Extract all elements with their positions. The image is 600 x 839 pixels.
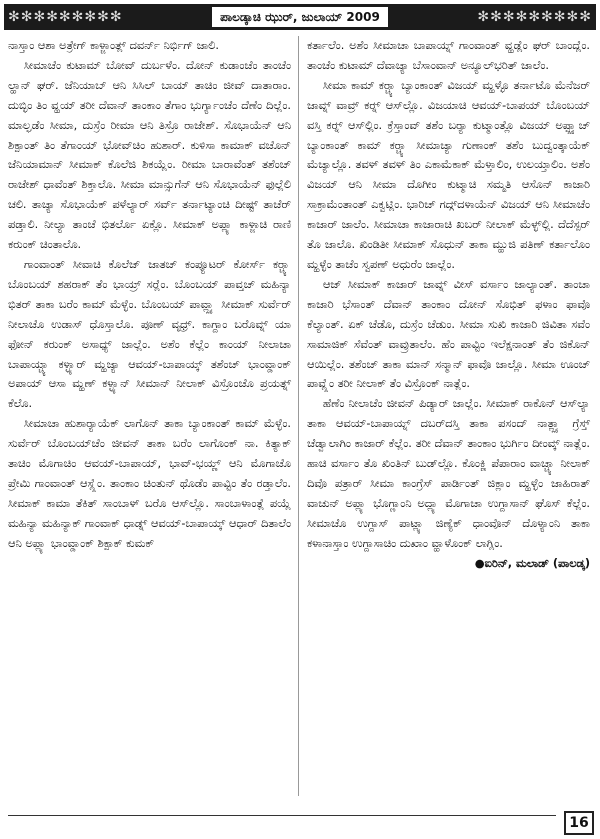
author-signature: ●ಐರಿನ್, ಮಲಾಡ್ (ಪಾಲಡ್ಕ) bbox=[474, 556, 590, 570]
star-decoration-right: ✻✻✻✻✻✻✻✻✻ bbox=[477, 9, 592, 25]
paragraph: ಸೀಮಾಚಾ ಹುಶಾರ್‍ಯಾಯೆಕ್ ಲಾಗೊನ್ ತಾಕಾ ಬ್ಯಾಂಕಾಂತ್ ಕಾಮ್ ಮೆಳ್ಳೆಂ. ಸುರ್ವೆರ್ ಬೊಂಬಯ್‌ಚೆಂ ಜೀವನ್ ತಾಕಾ ಬರೆಂ ಲಾಗೊಂಕ್ ನಾ. ಕಿತ್ಯಾಕ್ ತಾಚಿಂ ಮೊಗಾಚಿಂ ಆವಯ್-ಬಾಪಾಯ್, ಭಾವ್-ಭಯ್ಣ್ ಆನಿ ಮೊಗಾಚೊ ಪ್ರೇಮಿ ಗಾಂವಾಂತ್ ಆಸ್ಲ್ಲೆಂ. ತಾಂಕಾಂ ಚಿಂತುನ್ ಥೊಡೆಂ ಪಾವ್ಟಿಂ ತೆಂ ರಡ್ತಾಲೆಂ. ಸೀಮಾಕ್ ಕಾಮಾ ತೆಕಿತ್ ಸಾಂಬಾಳ್ ಬರೊ ಆಸ್‌ಲ್ಲೊ. ಸಾಂಬಾಳಾಂತ್ಲೆ ಪಯ್ಲೆ ಮಹಿನ್ಯಾ ಮಹಿನ್ಯಾಕ್ ಗಾಂವಾಕ್ ಧಾಡ್ನ್ ಆವಯ್-ಬಾಪಾಯ್ಕ್ ಆಧಾರ್ ದಿತಾಲೆಂ ಆನಿ ಅಪ್ಲ್ಯಾ ಭಾಂವ್ಡಾಂಕ್ ಶಿಕ್ಪಾಕ್ ಕುಮಕ್ bbox=[8, 417, 291, 550]
right-column bbox=[307, 36, 590, 573]
paragraph: ನಾಸ್ತಾಂ ಆಶಾ ಅತ್ರೇಗ್ ಕಾಳ್ಜಾಂತ್ಲ್ ದವರ್ನ್ ನಿರ್ಭಿಗ್ ಜಾಲಿ. bbox=[8, 39, 219, 52]
paragraph: ಸೀಮಾ ಕಾಮ್ ಕರ್‍ಚ್ಯಾ ಬ್ಯಾಂಕಾಂತ್ ವಿಜಯ್ ಮ್ಹಳ್ಳೊ ತರ್ನಾಟೊ ಮೆನೆಜರ್ ಜಾವ್ನ್ ವಾವ್ರ್ ಕರ್‍ನ್ ಆಸ್‌ಲ್ಲೊ. ವಿಜಯಾಚಿ ಆವಯ್-ಬಾಪಯ್ ಬೊಂಬಯ್ ವಸ್ತಿ ಕರ್‍ನ್ ಆಸ್‌ಲ್ಲಿಂ. ಕ್ರೆಸ್ತಾಂವ್ ತಶೆಂ ಬರ್‍ಯಾ ಕುಟ್ಮಾಂತ್ಲೊ ವಿಜಯ್ ಅಪ್ಪ್ಲ್ಯಾಚ್ ಬ್ಯಾಂಕಾಂತ್ ಕಾಮ್ ಕರ್‍ಚ್ಯಾ ಸೀಮಾಚ್ಯಾ ಗುಣಾಂಕ್ ತಶೆಂ ಬುದ್ವಂತ್ಕಾಯೆಕ್ ಮೆಚ್ಯಾಲ್ಲೊ. ತವಳ್ ತವಳ್ ತಿಂ ಎಕಾಮೆಕಾಕ್ ಮೆಳ್ತಾಲಿಂ, ಉಲಯ್ತಾಲಿಂ. ಅಶೆಂ ವಿಜಯ್ ಆನಿ ಸೀಮಾ ದೊಗೀಂ ಕುಟ್ಮಾಚಿ ಸಮ್ಮತಿ ಆಸೊನ್ ಕಾಜಾರಿ ಸಾಕ್ರಾಮೆಂತಾಂತ್ ಎಕ್ವಟ್ಲಿಂ. ಭಾರಿಚ್ ಗದ್ಗ್‌ದಳಾಯೆನ್ ವಿಜಯ್ ಆನಿ ಸೀಮಾಚೆಂ ಕಾಜಾರ್ ಜಾಲೆಂ. ಸೀಮಾಚಾ ಕಾಜಾರಾಚಿ ಖಬರ್ ನೀಲಾಕ್ ಮೆಳ್ಳ್‌ಲ್ಲಿ. ದೆದೆಸ್ಪರ್ ತೊ ಜಾಲೊ. ಖಿಂಡಿತೀ ಸೀಮಾಕ್ ಸೊಧುನ್ ತಾಕಾ ಮ್ಹುಜಿ ಪತಿಣ್ ಕರ್ತಾಲೊಂ ಮ್ಹಳ್ಳೆಂ ತಾಚೆಂ ಸ್ವಪಣ್ ಅಧುರೆಂ ಜಾಲ್ಲೆಂ. bbox=[307, 78, 590, 271]
paragraph: ಹೆಣೆಂ ನೀಲಾಚೆಂ ಜೀವನ್ ಪಿಡ್ಯಾರ್ ಜಾಲ್ಲೆಂ. ಸೀಮಾಕ್ ರಾಕೊನ್ ಆಸ್‌ಲ್ಯಾ ತಾಕಾ ಆವಯ್-ಬಾಪಾಯ್ನ್ ದಬರ್‌ದಸ್ತಿ ತಾಕಾ ಪಸಂದ್ ನಾತ್ಲ್ಲ್ಯಾ ಗ್ರೆಸ್ತ್ ಚೆಡ್ವಾಲಾಗಿಂ ಕಾಜಾರ್ ಕೆಲ್ಲೆಂ. ತರೀ ದೆವಾನ್ ತಾಂಕಾಂ ಭುರ್ಗಿಂ ದೀಂವ್ಕ್ ನಾತ್ಲೆಂ. ಹಾಚಿ ವರ್ಸಾಂ ತೊ ಖಿಂತಿನ್ ಬುಡ್‌ಲ್ಲೊ. ಕೊಂಕ್ಣಿ ಪೆಪಾರಾಂ ವಾಚ್ಚ್ಯಾ ನೀಲಾಕ್ ದಿವೊ ಪತ್ರಾರ್ ಸೀಮಾ ಕಾಂಗ್ರೆಸ್ ಪಾರ್ಡಿಂತ್ ಜಿಕ್ಲಾಂ ಮ್ಹಳ್ಳೆಂ ಜಾಹಿರಾತ್ ವಾಚುನ್ ಅಪ್ಲ್ಯಾ ಭೊಗ್ಣಾಂನಿ ಅದ್ಲ್ಯಾ ಮೊಗಾಚಾ ಉಗ್ದಾಸಾನ್ ಘೊಸ್ ಕೆಲ್ಲೆಂ. ಸೀಮಾಚೊ ಉಗ್ದಾಸ್ ಪಾಟ್ಲ್ಯಾ ಜಿಣ್ಯೆಕ್ ಧಾಂವೊನ್ ದೊಳ್ಯಾಂನಿ ತಾಕಾ ಕಳಾನಾಸ್ತಾಂ ಉಗ್ದಾಸಾಚಿಂ ದುಖಾಂ ವ್ಹಾಳೊಂಕ್ ಲಾಗ್ಲಿಂ. bbox=[307, 397, 590, 550]
paragraph: ಆಜ್ ಸೀಮಾಕ್ ಕಾಜಾರ್ ಜಾವ್ನ್ ವೀಸ್ ವರ್ಸಾಂ ಜಾಲ್ಯಾಂತ್. ತಾಂಚಾ ಕಾಜಾರಿ ಭೆಸಾಂತ್ ದೆವಾನ್ ತಾಂಕಾಂ ದೋನ್ ಸೊಭಿತ್ ಫಳಾಂ ಫಾವೊ ಕೆಲ್ಯಾಂತ್. ಏಕ್ ಚೆಡೊ, ದುಸ್ರೆಂ ಚೆಡುಂ. ಸೀಮಾ ಸುಖಿ ಕಾಜಾರಿ ಜಿವಿತಾ ಸವೆಂ ಸಾಮಾಜಿಕ್ ಸೆವೆಂತ್ ವಾವ್ರುತಾಲೆಂ. ಹೆಂ ಪಾವ್ಟಿಂ ಇಲೆಕ್ಷನಾಂತ್ ತೆಂ ಜಿಕೊನ್ ಆಯಿಲ್ಲೆಂ. ತಶೆಂಚ್ ತಾಕಾ ಮಾನ್ ಸನ್ಮಾನ್ ಫಾವೊ ಜಾಲ್ಲೊ. ಸೀಮಾ ಊಂಚ್ ಪಾವ್ಲ್ಲೆಂ ತರೀ ನೀಲಾಕ್ ತೆಂ ವಿಸ್ರೊಂಕ್ ನಾತ್ಲೆಂ. bbox=[307, 277, 590, 391]
paragraph: ಸೀಮಾಚೆಂ ಕುಟಾಮ್ ಬೋವ್ ದುರ್ಬಳೆಂ. ದೋನ್ ಕುಡಾಂಚೆಂ ತಾಂಚೆಂ ಲ್ಹಾನ್ ಘರ್. ಜೆನಿಯಾಬ್ ಆನಿ ಸಿಸಿಲ್ ಬಾಯ್ ತಾಚಿಂ ಜೀವ್ ದಾತಾರಾಂ. ದುಬ್ಳಿಂ ತಿಂ ವ್ಹಯ್ ತರೀ ದೆವಾನ್ ತಾಂಕಾಂ ತೆಗಾಂ ಭುರ್ಗ್ಯಾಂಚೆಂ ದೆಣೆಂ ದಿಲ್ಲೆಂ. ಮಾಲ್ಘಡೆಂ ಸೀಮಾ, ದುಸ್ರೆಂ ರೀಮಾ ಆನಿ ತಿಸ್ರೊ ರಾಜೇಶ್. ಸೊಭಾಯೆನ್ ಆನಿ ಶಿಕ್ಪಾಂತ್ ತಿಂ ತೆಗಾಂಯ್ ಭೋವ್‌ಚಿಂ ಹುಶಾರ್. ಕುಳಿಸಾ ಕಾಮಾಕ್ ವಚೊನ್ ಜೆನಿಯಾಮಾನ್ ಸೀಮಾಕ್ ಕೊಲೆಜಿ ಶಿಕಯ್ಲೆಂ. ರೀಮಾ ಬಾರಾವೆಂತ್ ತಶೆಂಚ್ ರಾಜೇಶ್ ಧಾವೆಂತ್ ಶಿಕ್ತಾಲೊ. ಸೀಮಾ ಮಾನ್ಸುಗೆನ್ ಆನಿ ಸೊಭಾಯೆನ್ ಫುಲ್ಲೆಲಿ ಚಲಿ. ತಾಚ್ಯಾ ಸೊಭಾಯೆಕ್ ಪಳೆಲ್ಯಾರ್ ಸರ್ವ್ ತರ್ನಾಟ್ಯಾಂಚಿ ದೀಷ್ಟ್ ತಾಚೆರ್ ಪಡ್ತಾಲಿ. ನೀಲ್ಯಾ ತಾಂಚೆ ಭಿತರ್ಲೊ ಏಕ್ಲೊ. ಸೀಮಾಕ್ ಅಪ್ಲ್ಯಾ ಕಾಳ್ಜಾಚಿ ರಾಣಿ ಕರುಂಕ್ ಚಿಂತಾಲೊ. bbox=[8, 58, 291, 252]
left-column bbox=[8, 36, 291, 554]
paragraph: ಕರ್ತಾಲೆಂ. ಅಶೆಂ ಸೀಮಾಚಾ ಬಾಪಾಯ್ನ್ ಗಾಂವಾಂತ್ ವ್ಹಡ್ಲೆಂ ಘರ್ ಬಾಂದ್ಲೆಂ. ತಾಂಚೆಂ ಕುಟಾಮ್ ದೆವಾಚ್ಯಾ ಬೆಸಾಂವಾನ್ ಅನ್ಯೂಲ್‌ಭರಿತ್ ಜಾಲೆಂ. bbox=[307, 39, 590, 72]
page-number: 16 bbox=[564, 811, 594, 835]
footer-rule bbox=[8, 815, 556, 816]
page-header-title: ಪಾಲಡ್ಕಾಚಿ ಝುರ್, ಜುಲಾಯ್ 2009 bbox=[210, 5, 390, 29]
header-banner bbox=[4, 4, 596, 30]
star-decoration-left: ✻✻✻✻✻✻✻✻✻ bbox=[8, 9, 123, 25]
column-divider bbox=[298, 36, 299, 796]
paragraph: ಗಾಂವಾಂತ್ ಸೀವಾಚಿ ಕೊಲೆಜ್ ಜಾತಚ್ ಕಂಪ್ಯೂಟರ್ ಕೋರ್ಸ್ ಕರ್‍ಚ್ಯಾ ಬೊಂಬಯ್ ಶಹರಾಕ್ ತೆಂ ಭಾಯ್ರ್ ಸರ್‍ಲೆಂ. ಬೊಂಬಯ್ ಪಾವ್ತಚ್ ಮಹಿನ್ಯಾ ಭಿತರ್ ತಾಕಾ ಬರೆಂ ಕಾಮ್ ಮೆಳ್ಳೆಂ. ಬೊಂಬಯ್ ಪಾವ್ಲ್ಲ್ಯಾ ಸೀಮಾಕ್ ಸುರ್ವೆರ್ ನೀಲಾಚೊ ಉಡಾಸ್ ಧೊಸ್ತಾಲೊ. ಪೂಣ್ ವೃಧ್ರ್. ಕಾಗ್ದಾಂ ಬರೊವ್ನ್ ಯಾ ಫೋನ್ ಕರುಂಕ್ ಅಸಾಧ್ಯ್ ಜಾಲ್ಲೆಂ. ಅಶೆಂ ಕೆಲ್ಲೆಂ ಕಾಂಯ್ ನೀಲಾಚಾ ಬಾಪಾಯ್ಚ್ಯಾ ಕಳ್ಳ್ಯಾರ್ ಮ್ಹಜ್ಯಾ ಆವಯ್-ಬಾಪಾಯ್ಕ್ ತಶೆಂಚ್ ಭಾಂವ್ಡಾಂಕ್ ಅಪಾಯ್ ಆಸಾ ಮ್ಹಣ್ ಕಳ್ಳ್ಯಾನ್ ಸೀಮಾನ್ ನೀಲಾಕ್ ವಿಸ್ರೊಂಚೊ ಪ್ರಯತ್ನ್ ಕೆಲೊ. bbox=[8, 257, 291, 411]
